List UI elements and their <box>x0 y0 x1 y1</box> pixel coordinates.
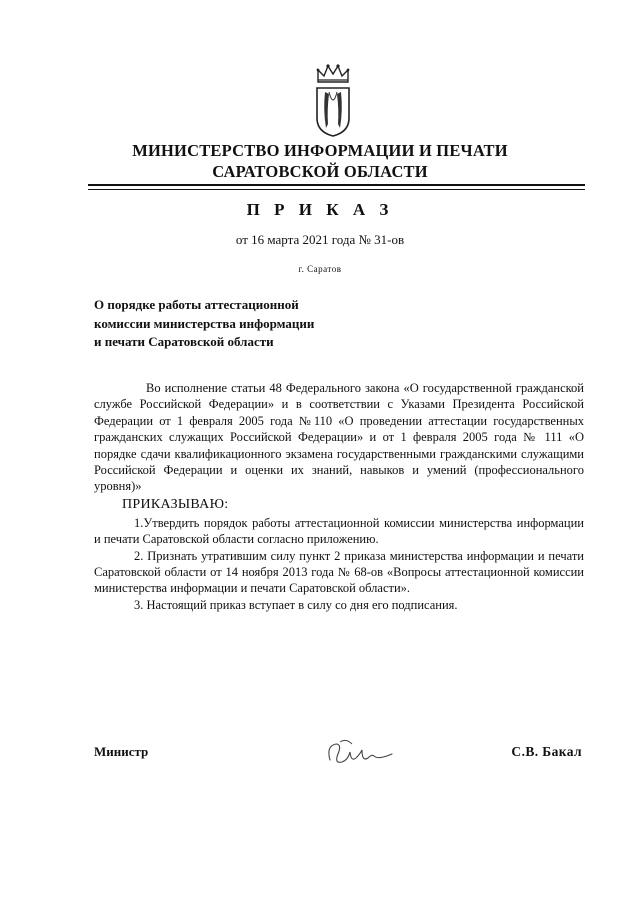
order-item-3: 3. Настоящий приказ вступает в силу со дня его подписания. <box>134 597 458 612</box>
order-item-2: 2. Признать утратившим силу пункт 2 приказа министерства информации и печати Саратовской области от 14 ноября 2013 года № 68-ов «Вопросы аттестационной комиссии министерства информации и печати Саратовской области». <box>94 548 584 596</box>
order-item-1: 1.Утвердить порядок работы аттестационной комиссии министерства информации и печати Саратовской области согласно приложению. <box>94 515 584 547</box>
ministry-name-line-2: САРАТОВСКОЙ ОБЛАСТИ <box>212 162 428 181</box>
header-divider-thick <box>88 184 585 186</box>
header-divider-thin <box>88 189 585 190</box>
order-city: г. Саратов <box>298 264 342 274</box>
signatory-title: Министр <box>94 744 149 759</box>
ministry-name-line-1: МИНИСТЕРСТВО ИНФОРМАЦИИ И ПЕЧАТИ <box>132 141 508 160</box>
order-title: П Р И К А З <box>246 200 394 219</box>
order-command: ПРИКАЗЫВАЮ: <box>122 496 229 512</box>
signatory-name: С.В. Бакал <box>511 744 582 759</box>
subject-line: комиссии министерства информации <box>94 315 315 331</box>
preamble-paragraph: Во исполнение статьи 48 Федерального закона «О государственной гражданской службе Российской Федерации» и в соответствии с Указами Президента Российской Федерации от 1 февраля 2005 года №110 «О проведении аттестации государственных гражданских служащих Российской Федерации» и от 1 февраля 2005 года № 111 «О порядке сдачи квалификационного экзамена государственными гражданскими служащими Российской Федерации и оценки их знаний, навыков и умений (профессионального уровня)» <box>94 381 584 494</box>
order-date: от 16 марта 2021 года № 31-ов <box>235 232 405 247</box>
order-body <box>94 380 584 613</box>
subject-line: и печати Саратовской области <box>94 334 274 349</box>
subject-line: О порядке работы аттестационной <box>94 297 299 312</box>
handwritten-signature-icon <box>322 736 394 770</box>
saratov-coat-of-arms-icon <box>312 62 354 138</box>
signature-block <box>94 736 584 776</box>
order-subject <box>94 296 394 352</box>
